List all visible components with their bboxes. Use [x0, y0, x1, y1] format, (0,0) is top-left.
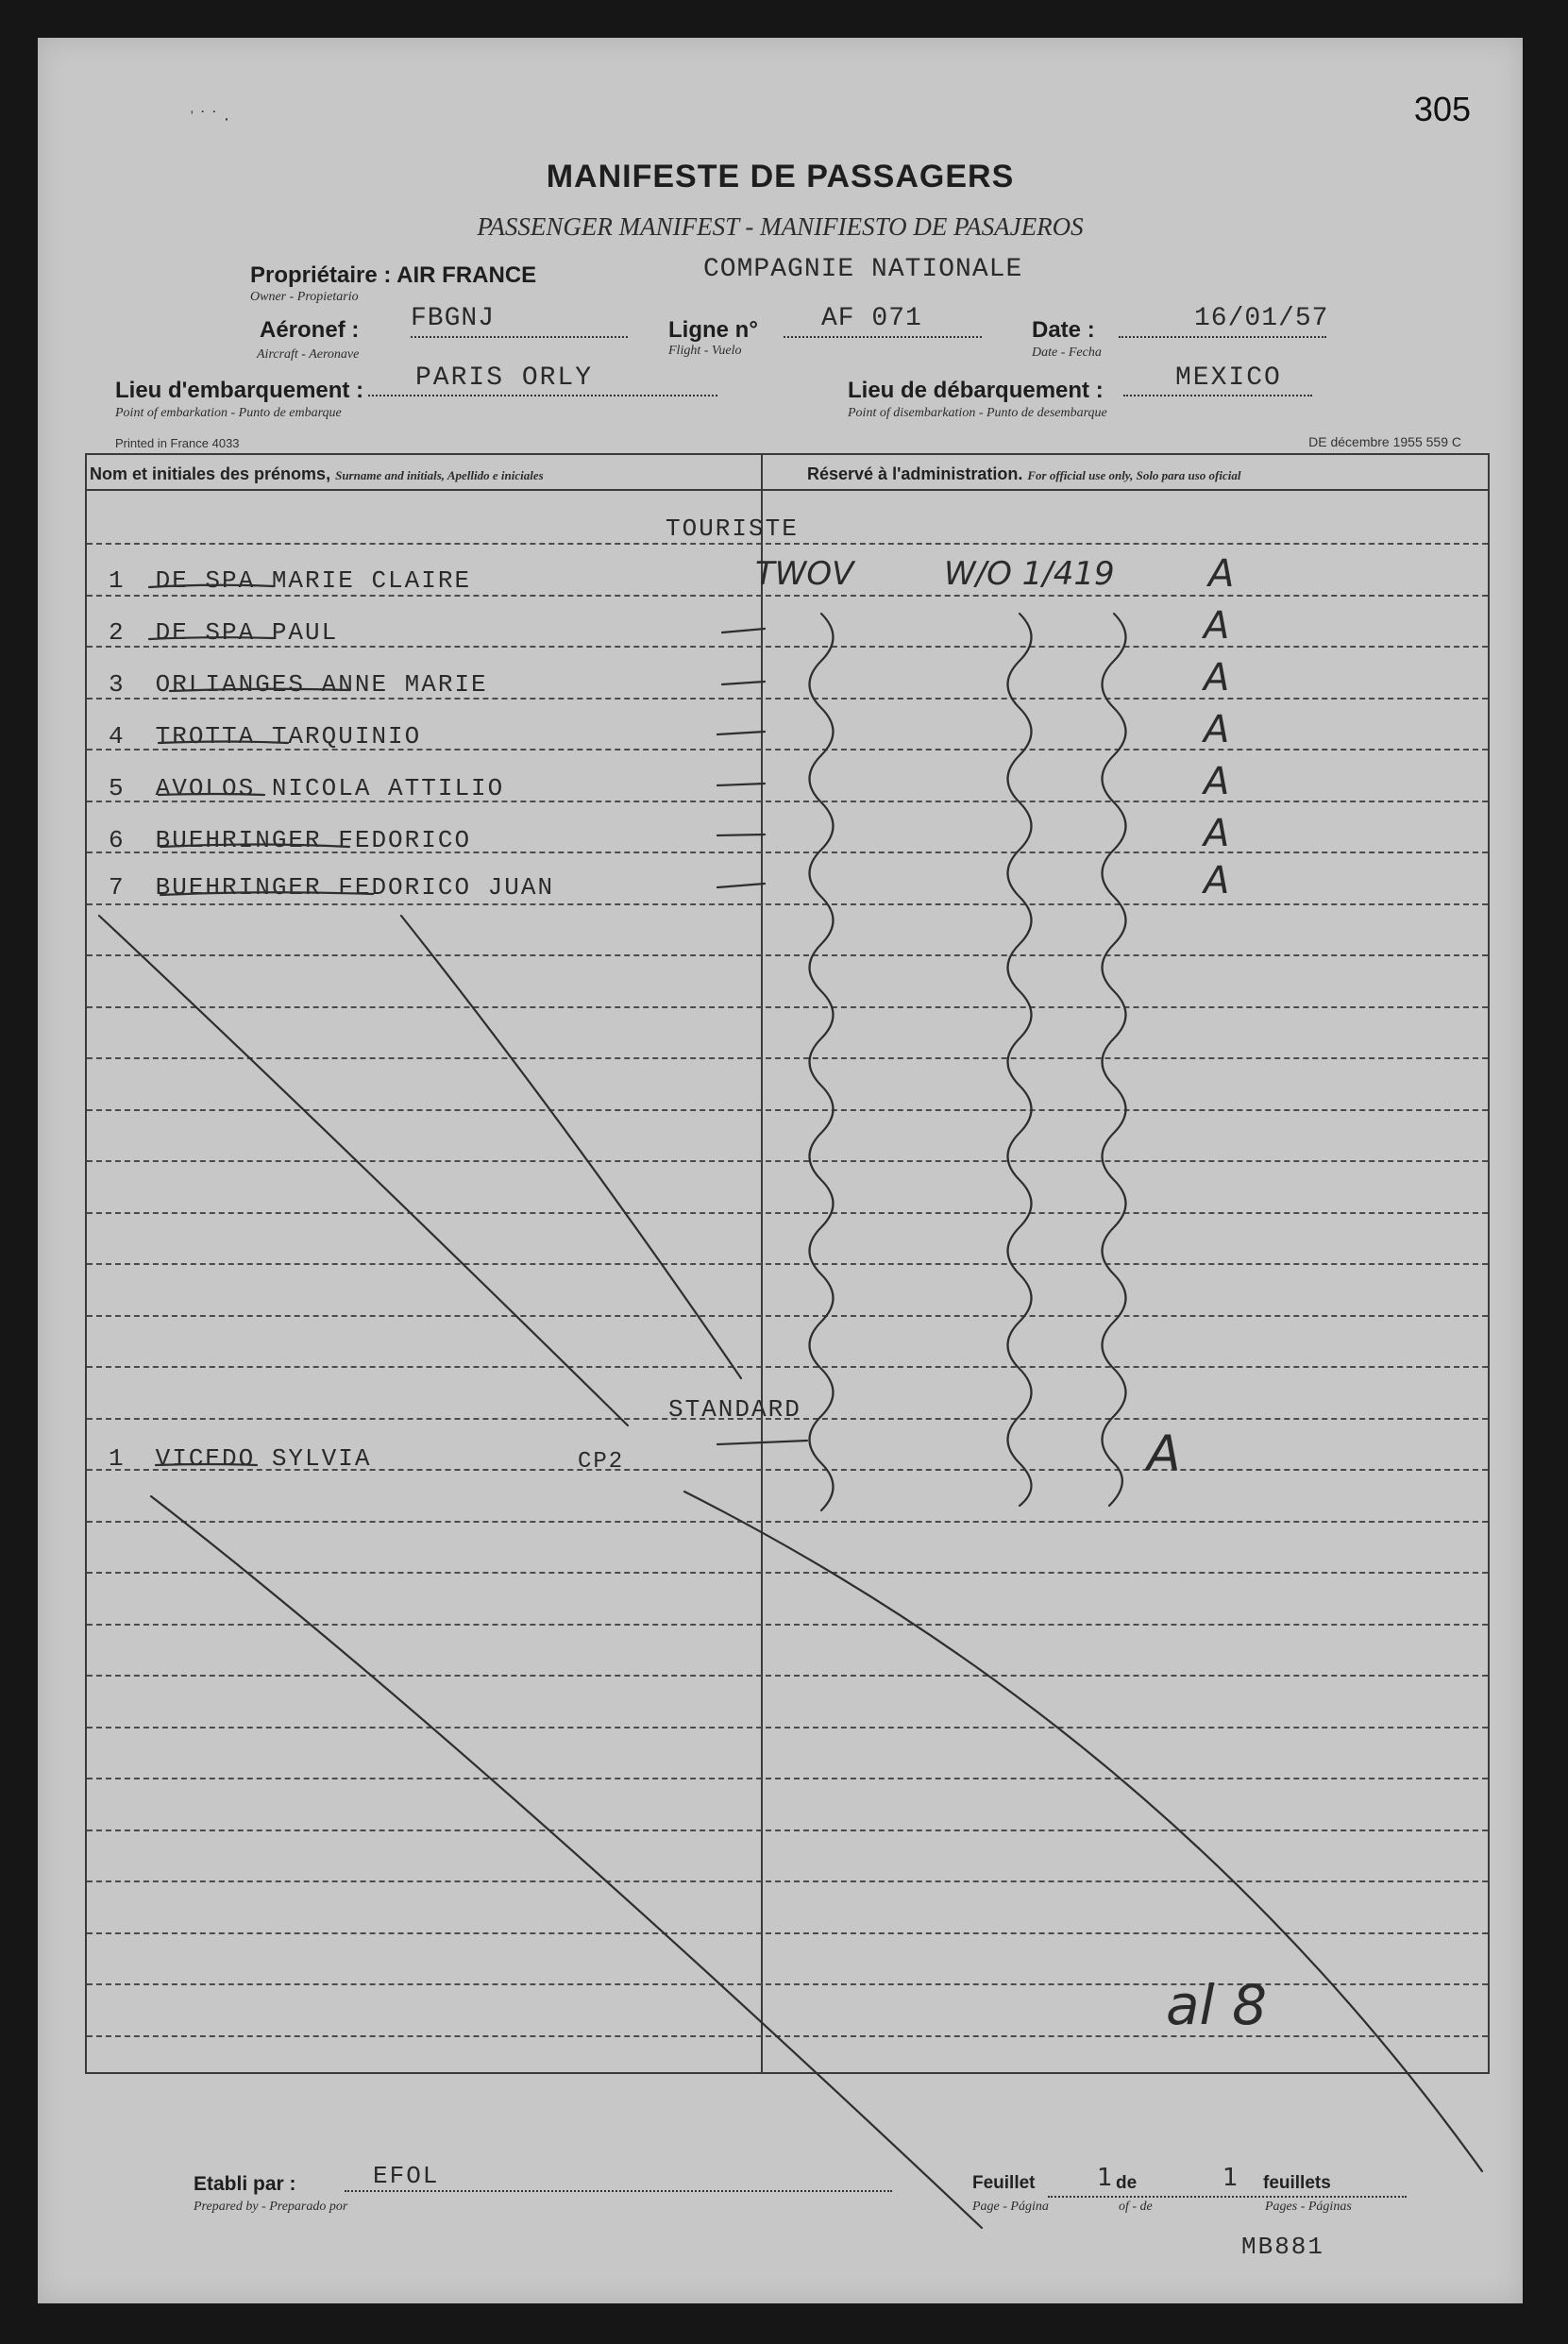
passenger-name: AVOLOS NICOLA ATTILIO	[155, 774, 505, 802]
prepared-by-sublabel: Prepared by - Preparado por	[194, 2200, 348, 2214]
passenger-number: 1	[109, 1444, 126, 1473]
wavy-ditto-line	[1008, 614, 1032, 1506]
admin-mark-a: A	[1204, 656, 1230, 700]
name-underline	[149, 637, 274, 639]
col-left-header: Nom et initiales des prénoms, Surname and initials, Apellido e iniciales	[90, 464, 544, 483]
section-tourist-label: TOURISTE	[666, 514, 799, 543]
ditto-dash	[717, 784, 765, 785]
sheet-sublabel-page: Page - Página	[972, 2200, 1049, 2214]
sheet-label: Feuillet	[972, 2173, 1036, 2193]
passenger-name: DE SPA PAUL	[155, 618, 339, 647]
ditto-dash	[717, 732, 765, 734]
admin-mark-a: A	[1147, 1425, 1181, 1482]
aircraft-label: Aéronef :	[260, 317, 360, 343]
passenger-code: CP2	[578, 1449, 625, 1475]
admin-mark-a: A	[1208, 552, 1235, 596]
passenger-name: ORLIANGES ANNE MARIE	[155, 670, 488, 699]
handwritten-initials: al 8	[1166, 1973, 1267, 2037]
col-right-header: Réservé à l'administration. For official use only, Solo para uso oficial	[807, 464, 1241, 483]
sheet-sublabel-of: of - de	[1119, 2200, 1153, 2214]
flight-sublabel: Flight - Vuelo	[668, 344, 742, 358]
date-value: 16/01/57	[1194, 304, 1329, 333]
passenger-number: 4	[109, 722, 126, 750]
sheet-sublabel-pages: Pages - Páginas	[1265, 2200, 1352, 2214]
passenger-number: 7	[109, 873, 126, 902]
wavy-ditto-line	[810, 614, 834, 1510]
passenger-number: 6	[109, 826, 126, 854]
admin-mark-a: A	[1204, 859, 1230, 902]
sheet-total: 1	[1222, 2164, 1239, 2192]
cancel-stroke	[401, 916, 741, 1378]
disembarkation-value: MEXICO	[1175, 363, 1282, 393]
passenger-number: 2	[109, 618, 126, 647]
aircraft-value: FBGNJ	[411, 304, 496, 333]
form-subtitle: PASSENGER MANIFEST - MANIFIESTO DE PASAJEROS	[477, 212, 1084, 241]
page-number: 305	[1413, 90, 1471, 128]
admin-note-wo: W/O 1/419	[944, 555, 1115, 593]
date-sublabel: Date - Fecha	[1032, 346, 1102, 360]
cancel-stroke	[99, 916, 628, 1425]
passenger-name: VICEDO SYLVIA	[155, 1444, 372, 1473]
name-underline	[156, 1464, 257, 1465]
owner-value: COMPAGNIE NATIONALE	[703, 255, 1023, 284]
sheet-of-label: de	[1116, 2173, 1138, 2193]
owner-label: Propriétaire : AIR FRANCE	[250, 262, 537, 288]
ditto-dash	[722, 629, 765, 632]
form-title: MANIFESTE DE PASSAGERS	[546, 159, 1015, 194]
flight-value: AF 071	[821, 304, 922, 333]
ditto-dash	[722, 682, 765, 684]
name-underline	[170, 689, 349, 691]
name-underline	[159, 742, 288, 744]
embarkation-label: Lieu d'embarquement :	[115, 378, 364, 403]
admin-note-twov: TWOV	[755, 555, 854, 593]
printed-in-note: Printed in France 4033	[115, 436, 240, 450]
sheet-pages-label: feuillets	[1263, 2173, 1331, 2193]
aircraft-sublabel: Aircraft - Aeronave	[257, 347, 360, 362]
manifest-sheet	[38, 38, 1523, 2303]
section-standard-label: STANDARD	[668, 1395, 801, 1424]
sheet-number: 1	[1097, 2164, 1113, 2192]
admin-mark-a: A	[1204, 604, 1230, 648]
disembarkation-sublabel: Point of disembarkation - Punto de desembarque	[848, 406, 1107, 420]
name-underline	[159, 794, 264, 795]
passenger-number: 5	[109, 774, 126, 802]
passenger-number: 1	[109, 566, 126, 595]
passenger-name: BUEHRINGER FEDORICO JUAN	[155, 873, 555, 902]
name-underline	[160, 845, 349, 848]
passenger-name: BUEHRINGER FEDORICO	[155, 826, 472, 854]
ditto-dash	[717, 884, 765, 887]
stamp-code: MB881	[1241, 2233, 1325, 2261]
date-label: Date :	[1032, 317, 1095, 343]
embarkation-sublabel: Point of embarkation - Punto de embarque	[115, 406, 342, 420]
embarkation-value: PARIS ORLY	[415, 363, 594, 393]
owner-sublabel: Owner - Propietario	[250, 290, 359, 304]
flight-label: Ligne n°	[668, 317, 758, 343]
passenger-name: DE SPA MARIE CLAIRE	[155, 566, 472, 595]
ditto-dash	[717, 1441, 807, 1444]
admin-mark-a: A	[1204, 760, 1230, 803]
cancel-stroke	[151, 1496, 982, 2228]
prepared-by-value: EFOL	[373, 2162, 440, 2190]
name-underline	[160, 892, 373, 895]
passenger-number: 3	[109, 670, 126, 699]
handwritten-strokes	[38, 38, 1523, 2303]
admin-mark-a: A	[1204, 812, 1230, 855]
admin-mark-a: A	[1204, 708, 1230, 751]
disembarkation-label: Lieu de débarquement :	[848, 378, 1104, 403]
prepared-by-label: Etabli par :	[194, 2173, 296, 2195]
passenger-name: TROTTA TARQUINIO	[155, 722, 422, 750]
name-underline	[149, 585, 274, 587]
cancel-stroke	[684, 1492, 1482, 2171]
ink-specks: ˈ ˙ ˙ ·	[189, 109, 230, 129]
form-code: DE décembre 1955 559 C	[1308, 434, 1461, 449]
wavy-ditto-line	[1103, 614, 1126, 1506]
